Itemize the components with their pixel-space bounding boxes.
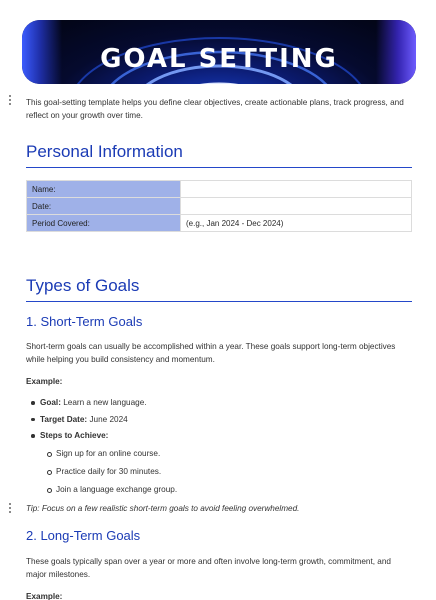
header-banner — [22, 20, 416, 84]
long-term-example-label: Example: — [26, 592, 63, 600]
target-date-value: June 2024 — [87, 414, 128, 424]
personal-info-heading: Personal Information — [26, 142, 412, 168]
long-term-heading: 2. Long-Term Goals — [26, 528, 141, 543]
list-item — [40, 395, 147, 412]
steps-list — [56, 445, 177, 499]
short-term-description: Short-term goals can usually be accomplished within a year. These goals support long-term objectives while helping you build consistency and momentum. — [26, 342, 396, 364]
personal-info-table — [26, 180, 412, 232]
short-term-example-list — [40, 395, 147, 445]
list-item: Join a language exchange group. — [56, 481, 177, 499]
short-term-tip: Tip: Focus on a few realistic short-term goals to avoid feeling overwhelmed. — [26, 504, 300, 513]
banner-title: GOAL SETTING — [100, 44, 338, 74]
list-item: Practice daily for 30 minutes. — [56, 463, 177, 481]
long-term-description: These goals typically span over a year or more and often involve long-term growth, commitment, and major milestones. — [26, 557, 391, 579]
intro-text: This goal-setting template helps you define clear objectives, create actionable plans, track progress, and reflect on your growth over time. — [26, 98, 404, 120]
date-value[interactable] — [181, 198, 412, 215]
date-label: Date: — [27, 198, 181, 215]
table-row — [27, 215, 412, 232]
goal-label: Goal: — [40, 398, 61, 407]
goal-value: Learn a new language. — [60, 398, 147, 407]
drag-handle-icon[interactable] — [9, 95, 13, 107]
target-date-label: Target Date: — [40, 414, 88, 424]
name-label: Name: — [27, 181, 181, 198]
drag-handle-icon[interactable] — [9, 503, 13, 515]
short-term-heading: 1. Short-Term Goals — [26, 314, 143, 329]
name-value[interactable] — [181, 181, 412, 198]
list-item — [40, 428, 147, 445]
steps-label: Steps to Achieve: — [40, 431, 109, 440]
table-row — [27, 181, 412, 198]
list-item: Sign up for an online course. — [56, 445, 177, 463]
table-row — [27, 198, 412, 215]
list-item — [40, 412, 147, 429]
types-of-goals-heading: Types of Goals — [26, 276, 412, 302]
period-label: Period Covered: — [27, 215, 181, 232]
short-term-example-label: Example: — [26, 377, 63, 386]
period-value[interactable]: (e.g., Jan 2024 - Dec 2024) — [181, 215, 412, 232]
